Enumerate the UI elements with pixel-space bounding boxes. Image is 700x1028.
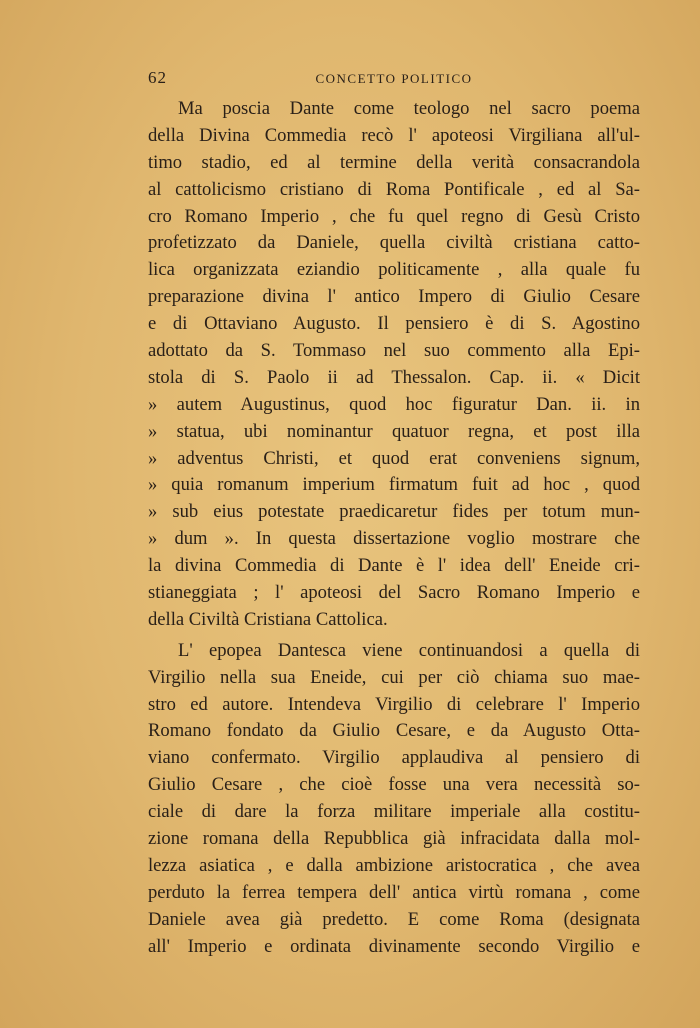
text-line: » dum ». In questa dissertazione voglio mostrare che bbox=[148, 528, 640, 550]
text-line: cro Romano Imperio , che fu quel regno di Gesù Cristo bbox=[148, 205, 640, 227]
text-line: e di Ottaviano Augusto. Il pensiero è di S. Agostino bbox=[148, 313, 640, 335]
text-line: all' Imperio e ordinata divinamente secondo Virgilio e bbox=[148, 935, 640, 957]
text-line: Virgilio nella sua Eneide, cui per ciò chiama suo mae- bbox=[148, 666, 640, 688]
page-header bbox=[148, 68, 640, 94]
text-line: al cattolicismo cristiano di Roma Pontificale , ed al Sa- bbox=[148, 178, 640, 200]
running-head: CONCETTO POLITICO bbox=[315, 71, 473, 86]
body-text bbox=[148, 96, 640, 961]
text-line: zione romana della Repubblica già infracidata dalla mol- bbox=[148, 828, 640, 850]
text-line: viano confermato. Virgilio applaudiva al pensiero di bbox=[148, 747, 640, 769]
text-line: adottato da S. Tommaso nel suo commento alla Epi- bbox=[148, 340, 640, 362]
text-line: » sub eius potestate praedicaretur fides per totum mun- bbox=[148, 501, 640, 523]
text-line: perduto la ferrea tempera dell' antica virtù romana , come bbox=[148, 881, 640, 903]
text-line: L' epopea Dantesca viene continuandosi a quella di bbox=[178, 639, 640, 661]
text-line: » quia romanum imperium firmatum fuit ad hoc , quod bbox=[148, 474, 640, 496]
page-number: 62 bbox=[148, 68, 167, 87]
text-line: la divina Commedia di Dante è l' idea dell' Eneide cri- bbox=[148, 555, 640, 577]
text-line: lica organizzata eziandio politicamente , alla quale fu bbox=[148, 259, 640, 281]
text-line: » statua, ubi nominantur quatuor regna, et post illa bbox=[148, 420, 640, 442]
book-page bbox=[148, 68, 640, 961]
text-line: timo stadio, ed al termine della verità consacrandola bbox=[148, 151, 640, 173]
text-line: ciale di dare la forza militare imperiale alla costitu- bbox=[148, 801, 640, 823]
text-line: Ma poscia Dante come teologo nel sacro poema bbox=[178, 98, 640, 119]
text-line: » adventus Christi, et quod erat conveniens signum, bbox=[148, 447, 640, 469]
text-line: preparazione divina l' antico Impero di Giulio Cesare bbox=[148, 286, 640, 308]
paragraph bbox=[148, 638, 640, 961]
paragraph bbox=[148, 96, 640, 634]
text-line: lezza asiatica , e dalla ambizione aristocratica , che avea bbox=[148, 854, 640, 876]
text-line: della Civiltà Cristiana Cattolica. bbox=[148, 608, 388, 630]
text-line: Giulio Cesare , che cioè fosse una vera necessità so- bbox=[148, 774, 640, 796]
text-line: della Divina Commedia recò l' apoteosi Virgiliana all'ul- bbox=[148, 124, 640, 146]
text-line: Daniele avea già predetto. E come Roma (designata bbox=[148, 908, 640, 930]
text-line: stianeggiata ; l' apoteosi del Sacro Romano Imperio e bbox=[148, 582, 640, 604]
text-line: » autem Augustinus, quod hoc figuratur Dan. ii. in bbox=[148, 393, 640, 415]
text-line: Romano fondato da Giulio Cesare, e da Augusto Otta- bbox=[148, 720, 640, 742]
text-line: stro ed autore. Intendeva Virgilio di celebrare l' Imperio bbox=[148, 693, 640, 715]
text-line: profetizzato da Daniele, quella civiltà cristiana catto- bbox=[148, 232, 640, 254]
text-line: stola di S. Paolo ii ad Thessalon. Cap. ii. « Dicit bbox=[148, 366, 640, 388]
